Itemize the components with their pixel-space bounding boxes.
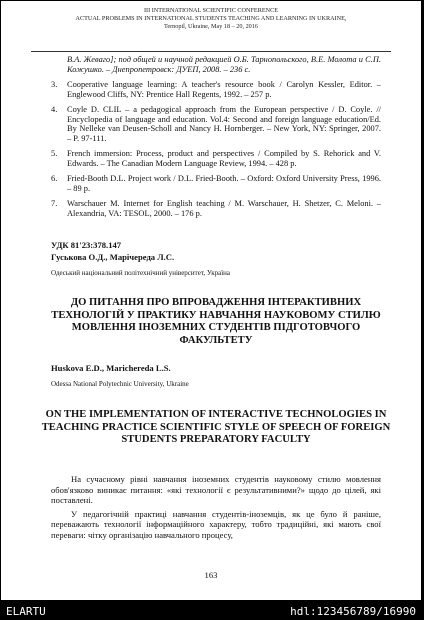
reference-number: 3. xyxy=(51,79,58,89)
header-line-3: Ternopil, Ukraine, May 18 – 20, 2016 xyxy=(164,23,258,31)
viewer-status-bar xyxy=(0,603,424,620)
reference-text: Cooperative language learning: A teacher's resource book / Carolyn Kessler, Editor. – Englewood Cliffs, NY: Prentice Hall Regents, 1992. – 257 p. xyxy=(67,79,381,99)
udk-code: УДК 81'23:378.147 xyxy=(51,240,122,250)
authors-ukrainian: Гуськова О.Д., Марічереда Л.С. xyxy=(51,252,175,262)
reference-item xyxy=(51,149,381,169)
reference-number: 7. xyxy=(51,198,58,208)
reference-item xyxy=(51,105,381,145)
article-title-ukrainian: ДО ПИТАННЯ ПРО ВПРОВАДЖЕННЯ ІНТЕРАКТИВНИХ ТЕХНОЛОГІЙ У ПРАКТИКУ НАВЧАННЯ НАУКОВОМУ СТИЛЮ МОВЛЕННЯ ІНОЗЕМНИХ СТУДЕНТІВ ПІДГОТОВЧОГО ФАКУЛЬТЕТУ xyxy=(51,297,381,346)
reference-list xyxy=(51,55,381,224)
reference-text: Warschauer M. Internet for English teaching / M. Warschauer, H. Shetzer, C. Meloni. – Alexandria, VA: TESOL, 2000. – 176 p. xyxy=(67,198,381,218)
conference-header xyxy=(1,7,421,32)
header-line-2: ACTUAL PROBLEMS IN INTERNATIONAL STUDENTS TEACHING AND LEARNING IN UKRAINE, xyxy=(75,15,347,23)
reference-text: French immersion: Process, product and perspectives / Compiled by S. Rehorick and V. Edwards. – The Canadian Modern Language Review, 1994. – 428 p. xyxy=(67,149,381,169)
reference-text: Coyle D. CLIL – a pedagogical approach from the European perspective / D. Coyle. // Encyclopedia of language and education. Vol.4: Second and foreign language education/Ed. By Nelleke van Deusen-Scholl and Nancy H. Hornberger. – New York, NY: Springer, 2007. – P. 97-111. xyxy=(67,104,381,144)
reference-item xyxy=(51,80,381,100)
affiliation-english: Odessa National Polytechnic University, Ukraine xyxy=(51,380,189,388)
handle-identifier: hdl:123456789/16990 xyxy=(290,605,416,618)
reference-item xyxy=(51,199,381,219)
reference-text: Fried-Booth D.L. Project work / D.L. Fried-Booth. – Oxford: Oxford University Press, 1996. – 89 p. xyxy=(67,174,381,193)
reference-number: 5. xyxy=(51,149,58,159)
body-paragraph: У педагогічній практиці навчання студентів-іноземців, як це було й раніше, переважають технології інформаційного характеру, тобто традиційні, які мають свої переваги: чітку організацію навчального процесу, xyxy=(51,508,381,540)
article-body xyxy=(51,474,381,544)
document-page xyxy=(1,1,421,600)
reference-number: 6. xyxy=(51,174,58,184)
page-number: 163 xyxy=(204,570,218,580)
article-title-english: ON THE IMPLEMENTATION OF INTERACTIVE TECHNOLOGIES IN TEACHING PRACTICE SCIENTIFIC STYLE OF SPEECH OF FOREIGN STUDENTS PREPARATORY FACULTY xyxy=(41,409,391,446)
reference-continued: В.А. Жеваго]; под общей и научной редакцией О.Б. Тарнопольского, В.Е. Молота и С.П. Кожушко. – Днепропетровск: ДУЕП, 2008. – 236 с. xyxy=(67,55,381,74)
header-line-1: III INTERNATIONAL SCIENTIFIC CONFERENCE xyxy=(144,7,278,14)
reference-item xyxy=(51,174,381,194)
header-divider xyxy=(31,51,391,52)
repository-label: ELARTU xyxy=(6,605,46,618)
reference-number: 4. xyxy=(51,104,58,114)
authors-english: Huskova E.D., Marichereda L.S. xyxy=(51,363,171,373)
body-paragraph: На сучасному рівні навчання іноземних студентів науковому стилю мовлення обов'язково виникає питання: «які технології є результативними?» щодо до цілей, які поставлені. xyxy=(51,474,381,506)
affiliation-ukrainian: Одеський національний політехнічний університет, Україна xyxy=(51,269,231,277)
